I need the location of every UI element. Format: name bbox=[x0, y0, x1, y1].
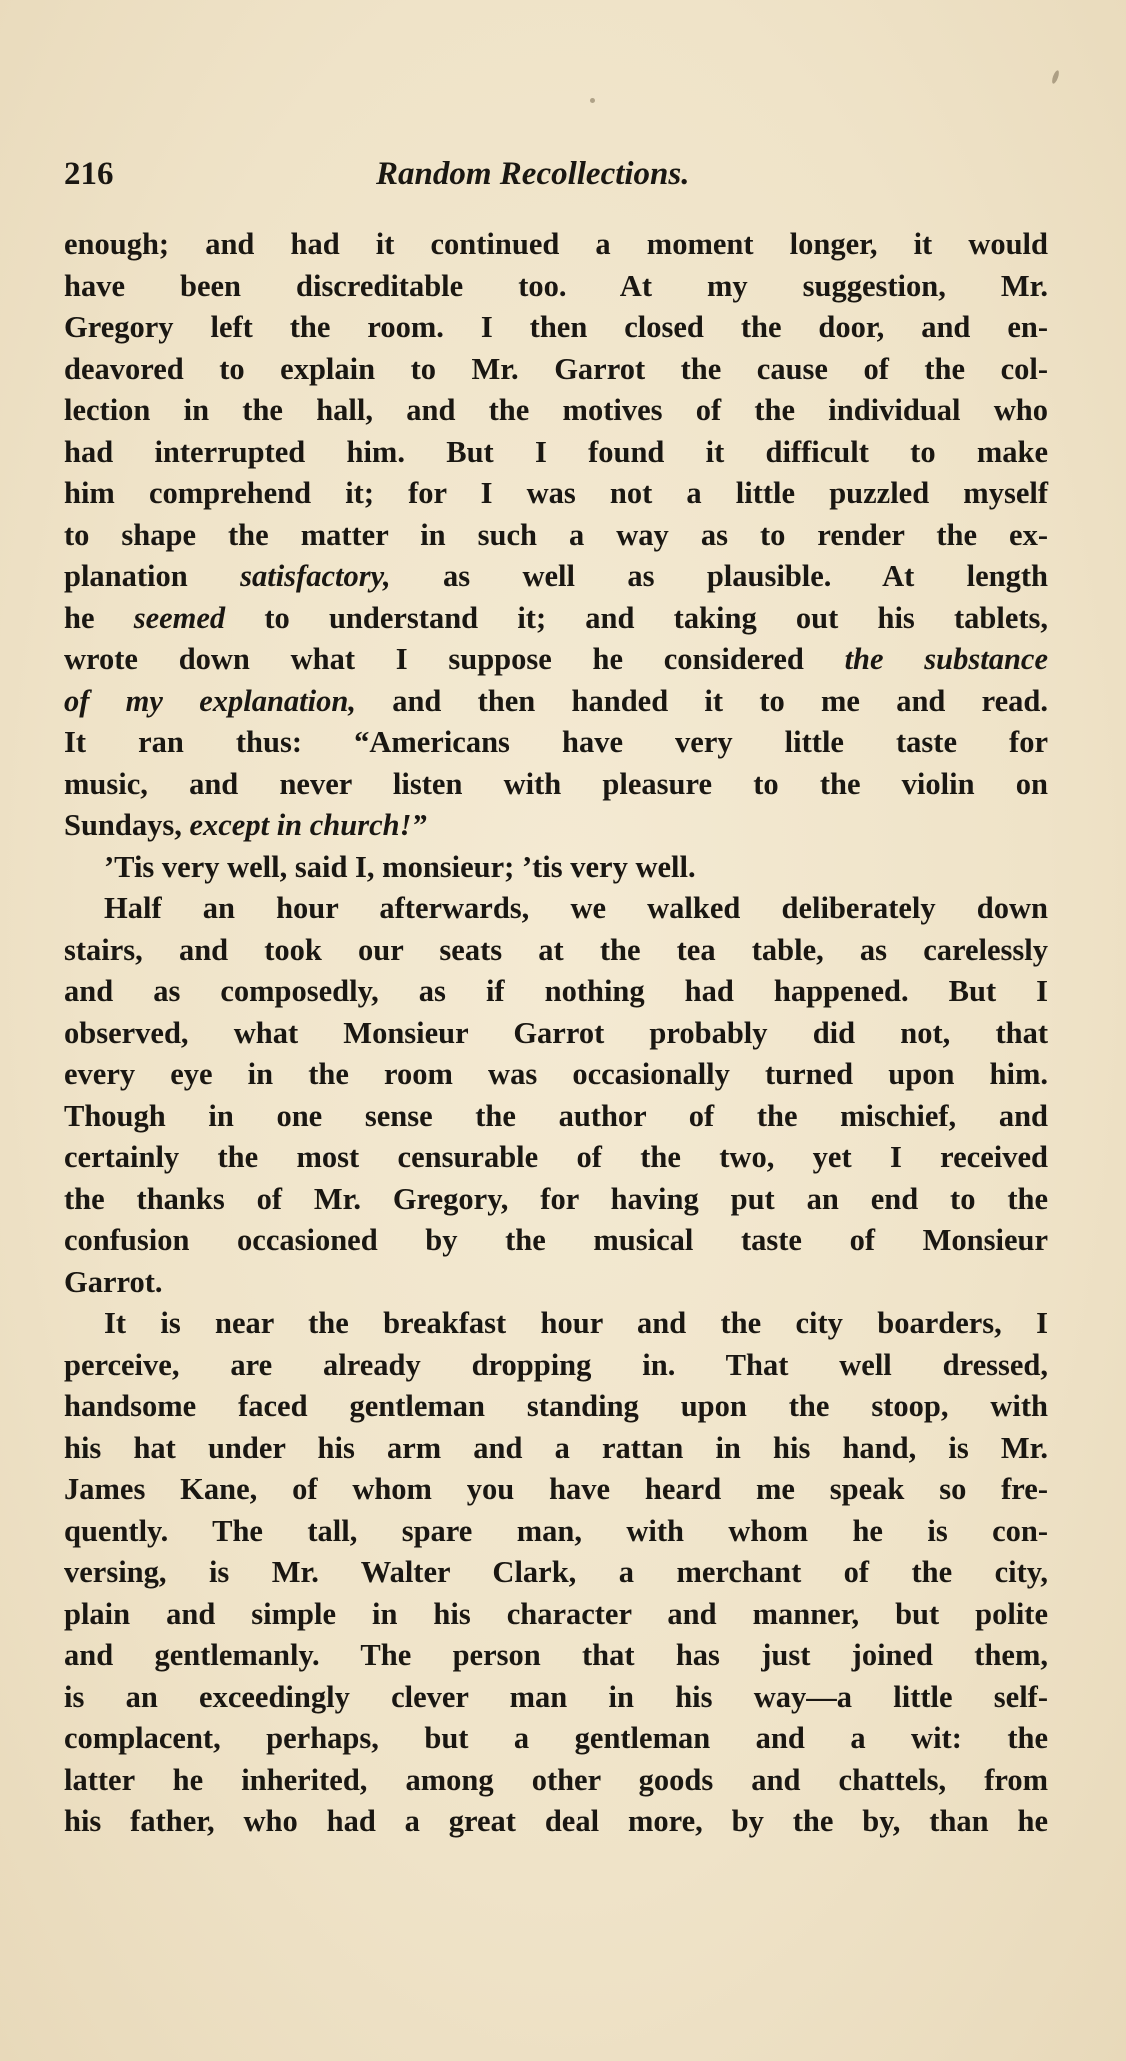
text-line: the thanks of Mr. Gregory, for having put an end to the bbox=[64, 1181, 1048, 1216]
text-run: as well as plausible. At length bbox=[390, 559, 1048, 593]
text-line: his hat under his arm and a rattan in his hand, is Mr. bbox=[64, 1430, 1048, 1465]
text-line: enough; and had it continued a moment longer, it would bbox=[64, 227, 1048, 261]
text-line: lection in the hall, and the motives of the individual who bbox=[64, 393, 1048, 427]
text-run: Sundays, bbox=[64, 808, 190, 842]
text-line: his father, who had a great deal more, by the by, than he bbox=[64, 1804, 1048, 1838]
text-line: observed, what Monsieur Garrot probably did not, that bbox=[64, 1015, 1048, 1050]
text-run: and then handed it to me and read. bbox=[355, 683, 1048, 718]
text-line: to shape the matter in such a way as to render the ex- bbox=[64, 517, 1048, 552]
text-line: It ran thus: “Americans have very little taste for bbox=[64, 725, 1048, 759]
text-line: complacent, perhaps, but a gentleman and a wit: the bbox=[64, 1721, 1048, 1755]
text-line: stairs, and took our seats at the tea table, as carelessly bbox=[64, 932, 1048, 967]
text-line: every eye in the room was occasionally turned upon him. bbox=[64, 1057, 1048, 1091]
text-line bbox=[64, 598, 1048, 640]
text-line: and as composedly, as if nothing had happened. But I bbox=[64, 974, 1048, 1008]
text-line: latter he inherited, among other goods and chattels, from bbox=[64, 1762, 1048, 1797]
text-line: Gregory left the room. I then closed the door, and en- bbox=[64, 310, 1048, 344]
text-line: quently. The tall, spare man, with whom he is con- bbox=[64, 1513, 1048, 1548]
body-text bbox=[64, 224, 1048, 1843]
text-line: James Kane, of whom you have heard me speak so fre- bbox=[64, 1472, 1048, 1506]
text-line: confusion occasioned by the musical taste of Monsieur bbox=[64, 1223, 1048, 1257]
text-line: perceive, are already dropping in. That well dressed, bbox=[64, 1347, 1048, 1382]
text-line bbox=[64, 805, 1048, 847]
running-head: Random Recollections. bbox=[376, 156, 690, 192]
text-line: is an exceedingly clever man in his way—a little self- bbox=[64, 1679, 1048, 1714]
text-line: had interrupted him. But I found it difficult to make bbox=[64, 434, 1048, 469]
text-run: planation bbox=[64, 559, 241, 593]
text-line: him comprehend it; for I was not a little puzzled myself bbox=[64, 476, 1048, 510]
text-run: wrote down what I suppose he considered bbox=[64, 642, 845, 676]
text-line: certainly the most censurable of the two, yet I received bbox=[64, 1140, 1048, 1174]
page-header bbox=[64, 152, 1064, 196]
emphasis: except in church!” bbox=[189, 808, 427, 842]
text-line: deavored to explain to Mr. Garrot the cause of the col- bbox=[64, 351, 1048, 386]
ink-speck bbox=[590, 98, 595, 103]
text-line: have been discreditable too. At my suggestion, Mr. bbox=[64, 268, 1048, 303]
emphasis: seemed bbox=[133, 600, 226, 635]
text-line: It is near the breakfast hour and the city boarders, I bbox=[104, 1306, 1048, 1340]
ink-speck bbox=[1051, 70, 1060, 85]
page-number: 216 bbox=[64, 156, 114, 192]
text-line: handsome faced gentleman standing upon the stoop, with bbox=[64, 1389, 1048, 1423]
text-line: plain and simple in his character and manner, but polite bbox=[64, 1596, 1048, 1631]
text-line: versing, is Mr. Walter Clark, a merchant of the city, bbox=[64, 1555, 1048, 1589]
text-line: Garrot. bbox=[64, 1264, 163, 1299]
text-run: to understand it; and taking out his tablets, bbox=[225, 600, 1049, 635]
text-line bbox=[64, 556, 1048, 598]
text-line bbox=[64, 639, 1048, 681]
text-line: and gentlemanly. The person that has just joined them, bbox=[64, 1638, 1048, 1672]
emphasis: satisfactory, bbox=[240, 559, 391, 593]
emphasis: of my explanation, bbox=[64, 683, 356, 718]
text-line: ’Tis very well, said I, monsieur; ’tis very well. bbox=[104, 849, 696, 884]
text-line bbox=[64, 681, 1048, 723]
text-line: Half an hour afterwards, we walked deliberately down bbox=[104, 891, 1048, 925]
text-line: Though in one sense the author of the mischief, and bbox=[64, 1098, 1048, 1133]
emphasis: the substance bbox=[844, 642, 1049, 676]
text-run: he bbox=[64, 600, 134, 635]
text-line: music, and never listen with pleasure to the violin on bbox=[64, 766, 1048, 801]
